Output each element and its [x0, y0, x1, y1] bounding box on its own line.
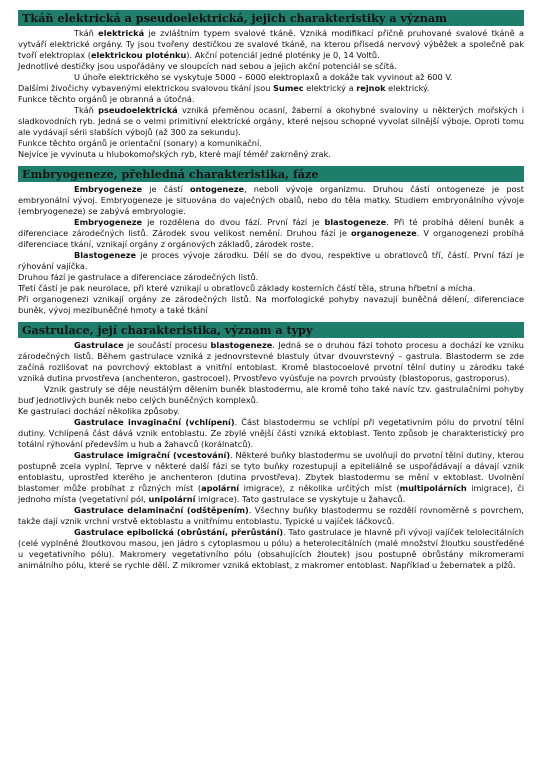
paragraph: Jednotlivé destičky jsou uspořádány ve sloupcích nad sebou a jejich akční potenciál se sčítá. [18, 61, 397, 71]
section-electric-tissue [18, 10, 524, 160]
document-page [18, 10, 524, 577]
paragraph: Druhou fází je gastrulace a diferenciace zárodečných listů. [18, 272, 259, 282]
paragraph: Gastrulace imigrační (vcestování). Některé buňky blastodermu se uvolňují do prvotní tělní dutiny, kterou postupně zcela vyplní. Teprve v některé další fázi se tyto buňky rozestupují a epiteliálně se uspořádávají a dávají vznik entoblastu, uprostřed kterého je anchenteron (dutina prvostřeva). Zbytek blastodermu se mění v ektoblast. Uvolnění blastomer může probíhat z různých míst (apolární imigrace), z několika určitých míst (multipolárních imigrace), či jednoho místa (vegetativní pól, unipolární imigrace). Tato gastrulace se vyskytuje u žahavců. [18, 450, 524, 504]
paragraph: Gastrulace invaginační (vchlípení). Část blastodermu se vchlípí při vegetativním pólu do prvotní tělní dutiny. Vchlípená část dává vznik entoblastu. Ze zbylé vnější části vzniká ektoblast. Tento způsob je charakteristický pro totální rýhování především u hub a žahavců (korálnatců). [18, 417, 524, 449]
paragraph: Funkce těchto orgánů je orientační (sonary) a komunikační. [18, 138, 262, 148]
paragraph: Embryogeneze je částí ontogeneze, neboli vývoje organizmu. Druhou částí ontogeneze je post embryonální vývoj. Embryogeneze je situována do vaječných obalů, nebo do těla matky. Studiem embryonálního vývoje (embryogeneze) se zabývá embryologie. [18, 184, 524, 216]
section-embryogenesis [18, 166, 524, 316]
section-heading: Embryogeneze, přehledná charakteristika, fáze [18, 166, 524, 182]
paragraph: Dalšími živočichy vybavenými elektrickou svalovou tkání jsou Sumec elektrický a rejnok elektrický. [18, 83, 430, 93]
paragraph: Gastrulace epibolická (obrůstání, přerůstání). Tato gastrulace je hlavně při vývoji vajíček telolecitálních (celé vyplněné žloutkovou masou, jen jádro s cytoplasmou u pólu) a heterolecitálních (malé množství žloutku soustředěné u vegetativního pólu). Makromery vegetativního pólu (obsahujících žloutek) jsou postupně obrůstány mikromerami animálního pólu, které se rychle dělí. Z mikromer vzniká ektoblast, z makromer entoblast. Například u žebernatek a plžů. [18, 527, 524, 570]
paragraph: Gastrulace je součástí procesu blastogeneze. Jedná se o druhou fázi tohoto procesu a dochází ke vzniku zárodečných listů. Během gastrulace vzniká z jednovrstevné blastuly útvar dvouvrstevný – gastrula. Blastoderm se zde začíná rozlišovat na povrchový ektoblast a vnitřní entoblast. Kromě blastocoelové prvotní tělní dutiny u zárodku také vzniká dutina prvostřeva (anchenteron, gastrocoel). Prvostřevo vyúsťuje na povrch prvoústy (blastoporus, gastroporus). [18, 340, 524, 383]
section-heading: Tkáň elektrická a pseudoelektrická, jejich charakteristiky a význam [18, 10, 524, 26]
paragraph: Gastrulace delaminační (odštěpením). Všechny buňky blastodermu se rozdělí rovnoměrně s povrchem, takže dají vznik vrchní vrstvě ektoblastu a vnitřnímu entoblastu. Typické u vajíček láčkovců. [18, 505, 525, 526]
paragraph: Tkáň pseudoelektrická vzniká přeměnou ocasní, žaberní a okohybné svaloviny u některých mořských i sladkovodních ryb. Jedná se o velmi primitivní elektrické orgány, které nejsou schopné vyvolat silnější výboje. Oproti tomu ale vydávají sérii slabších výbojů (až 300 za sekundu). [18, 105, 524, 137]
paragraph: Funkce těchto orgánů je obranná a útočná. [18, 94, 195, 104]
paragraph: Tkáň elektrická je zvláštním typem svalové tkáně. Vzniká modifikací příčně pruhované svalové tkáně a vytváří elektrické orgány. Ty jsou tvořeny destičkou ze svalové tkáně, na kterou přisedá nervový výběžek a společně pak tvoří elektroplax (elektrickou ploténku). Akční potenciál jedné ploténky je 0, 14 Voltů. [18, 28, 524, 60]
section-gastrulation [18, 322, 524, 571]
paragraph: Ke gastrulaci dochází několika způsoby. [18, 406, 180, 416]
section-heading: Gastrulace, její charakteristika, význam a typy [18, 322, 524, 338]
paragraph: Při organogenezi vznikají orgány ze zárodečných listů. Na morfologické pohyby navazují buněčná dělení, diferenciace buněk, vývoj mezibuněčné hmoty a také tkání [18, 294, 524, 315]
paragraph: Blastogeneze je proces vývoje zárodku. Dělí se do dvou, respektive u obratlovců tří, částí. První fází je rýhování vajíčka. [18, 250, 524, 271]
paragraph: Nejvíce je vyvinuta u hlubokomořských ryb, které mají téměř zakrněný zrak. [18, 149, 331, 159]
paragraph: Embryogeneze je rozdělena do dvou fází. První fází je blastogeneze. Při té probíhá dělení buněk a diferenciace zárodečných listů. Zárodek svou velikost nemění. Druhou fází je organogeneze. V organogenezi probíhá diferenciace tkání, vznikají orgány z orgánových základů, zárodek roste. [18, 217, 524, 249]
paragraph: Vznik gastruly se děje neustálým dělením buněk blastodermu, ale kromě toho také navíc tzv. gastrulačními pohyby buď jednotlivých buněk nebo celých buněčných komplexů. [18, 384, 524, 405]
paragraph: U úhoře elektrického se vyskytuje 5000 – 6000 elektroplaxů a dokáže tak vyvinout až 600 V. [74, 72, 453, 82]
paragraph: Třetí částí je pak neurolace, při které vznikají u obratlovců základy kosterních částí těla, struna hřbetní a mícha. [18, 283, 476, 293]
